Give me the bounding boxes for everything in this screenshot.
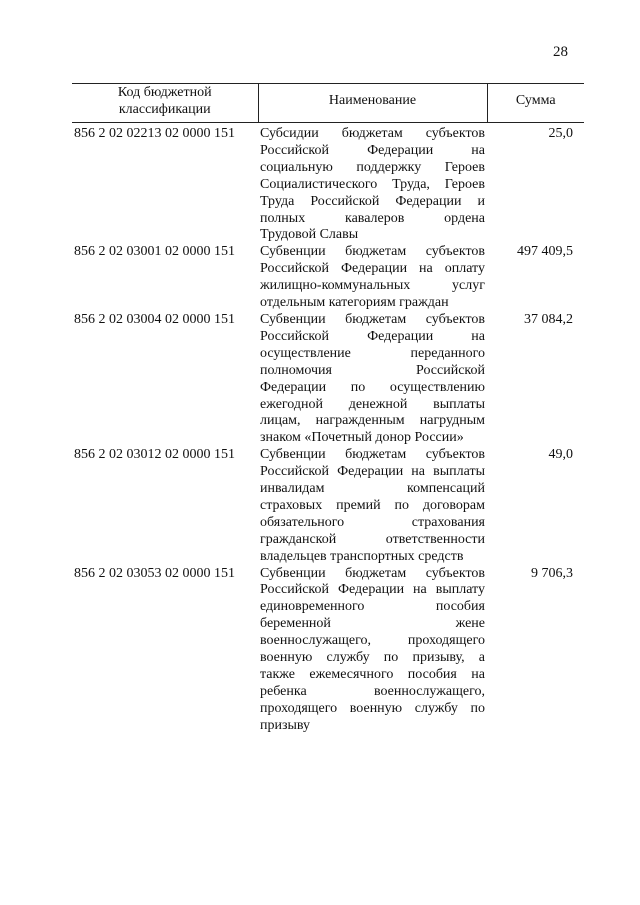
item-name-line: военнослужащего, проходящего [260, 633, 485, 649]
item-name-line: Социалистического Труда, Героев [260, 176, 485, 192]
item-name [258, 312, 487, 447]
item-sum: 25,0 [548, 126, 573, 141]
item-name-line: беременной жене [260, 616, 485, 632]
item-sum: 49,0 [548, 447, 573, 463]
item-name-line: Федерации по осуществлению [260, 379, 485, 395]
item-name-line: полных кавалеров ордена [260, 210, 485, 226]
page-number: 28 [553, 44, 568, 60]
item-name-line: страховых премий по договорам [260, 497, 485, 513]
table-row [72, 123, 584, 245]
item-name-line: Российской Федерации на оплату [260, 261, 485, 277]
budget-code: 856 2 02 02213 02 0000 151 [74, 126, 235, 141]
budget-code: 856 2 02 03012 02 0000 151 [74, 447, 235, 463]
item-name-line: единовременного пособия [260, 599, 485, 615]
table-header-row [72, 84, 584, 123]
table-row [72, 447, 584, 565]
item-name-line: Российской Федерации на [260, 142, 485, 158]
item-name-line: инвалидам компенсаций [260, 481, 485, 497]
item-name-line: Субсидии бюджетам субъектов [260, 126, 485, 141]
item-name [258, 447, 487, 565]
item-name [258, 244, 487, 312]
item-name-line: Трудовой Славы [260, 227, 359, 243]
item-sum: 497 409,5 [517, 244, 573, 260]
item-name [258, 566, 487, 735]
header-code-line: классификации [118, 101, 211, 117]
table-row [72, 566, 584, 735]
item-name-line: призыву [260, 717, 311, 733]
item-name-line: Российской Федерации на [260, 328, 485, 344]
budget-code: 856 2 02 03001 02 0000 151 [74, 244, 235, 260]
header-code-line: Код бюджетной [117, 85, 212, 100]
budget-table [72, 83, 584, 735]
item-name-line: военную службу по призыву, а [260, 650, 485, 666]
item-name-line: Субвенции бюджетам субъектов [260, 244, 485, 260]
item-name-line: социальную поддержку Героев [260, 159, 485, 175]
item-name [258, 123, 487, 245]
budget-code: 856 2 02 03053 02 0000 151 [74, 565, 235, 581]
item-name-line: жилищно-коммунальных услуг [260, 278, 485, 294]
item-name-line: осуществление переданного [260, 345, 485, 361]
table-body [72, 123, 584, 735]
item-name-line: также ежемесячного пособия на [260, 667, 485, 682]
item-name-line: полномочия Российской [260, 362, 485, 378]
table-row [72, 312, 584, 447]
item-name-line: гражданской ответственности [260, 531, 485, 547]
item-name-line: Субвенции бюджетам субъектов [260, 565, 485, 581]
header-sum: Сумма [487, 84, 584, 123]
item-name-line: Субвенции бюджетам субъектов [260, 447, 485, 463]
header-name: Наименование [258, 84, 487, 123]
item-name-line: владельцев транспортных средств [260, 548, 464, 564]
item-name-line: Труда Российской Федерации и [260, 193, 485, 209]
header-code [72, 84, 258, 123]
table-row [72, 244, 584, 312]
item-sum: 37 084,2 [524, 311, 573, 327]
budget-code: 856 2 02 03004 02 0000 151 [74, 311, 235, 327]
item-name-line: знаком «Почетный донор России» [260, 430, 464, 446]
item-name-line: лицам, награжденным нагрудным [260, 413, 485, 429]
item-name-line: проходящего военную службу по [260, 700, 485, 716]
item-name-line: отдельным категориям граждан [260, 295, 449, 311]
item-name-line: ежегодной денежной выплаты [260, 396, 485, 412]
item-name-line: Российской Федерации на выплату [260, 582, 485, 598]
item-name-line: Российской Федерации на выплаты [260, 464, 485, 480]
item-sum: 9 706,3 [531, 565, 573, 581]
item-name-line: обязательного страхования [260, 514, 485, 530]
item-name-line: ребенка военнослужащего, [260, 683, 485, 699]
item-name-line: Субвенции бюджетам субъектов [260, 311, 485, 327]
